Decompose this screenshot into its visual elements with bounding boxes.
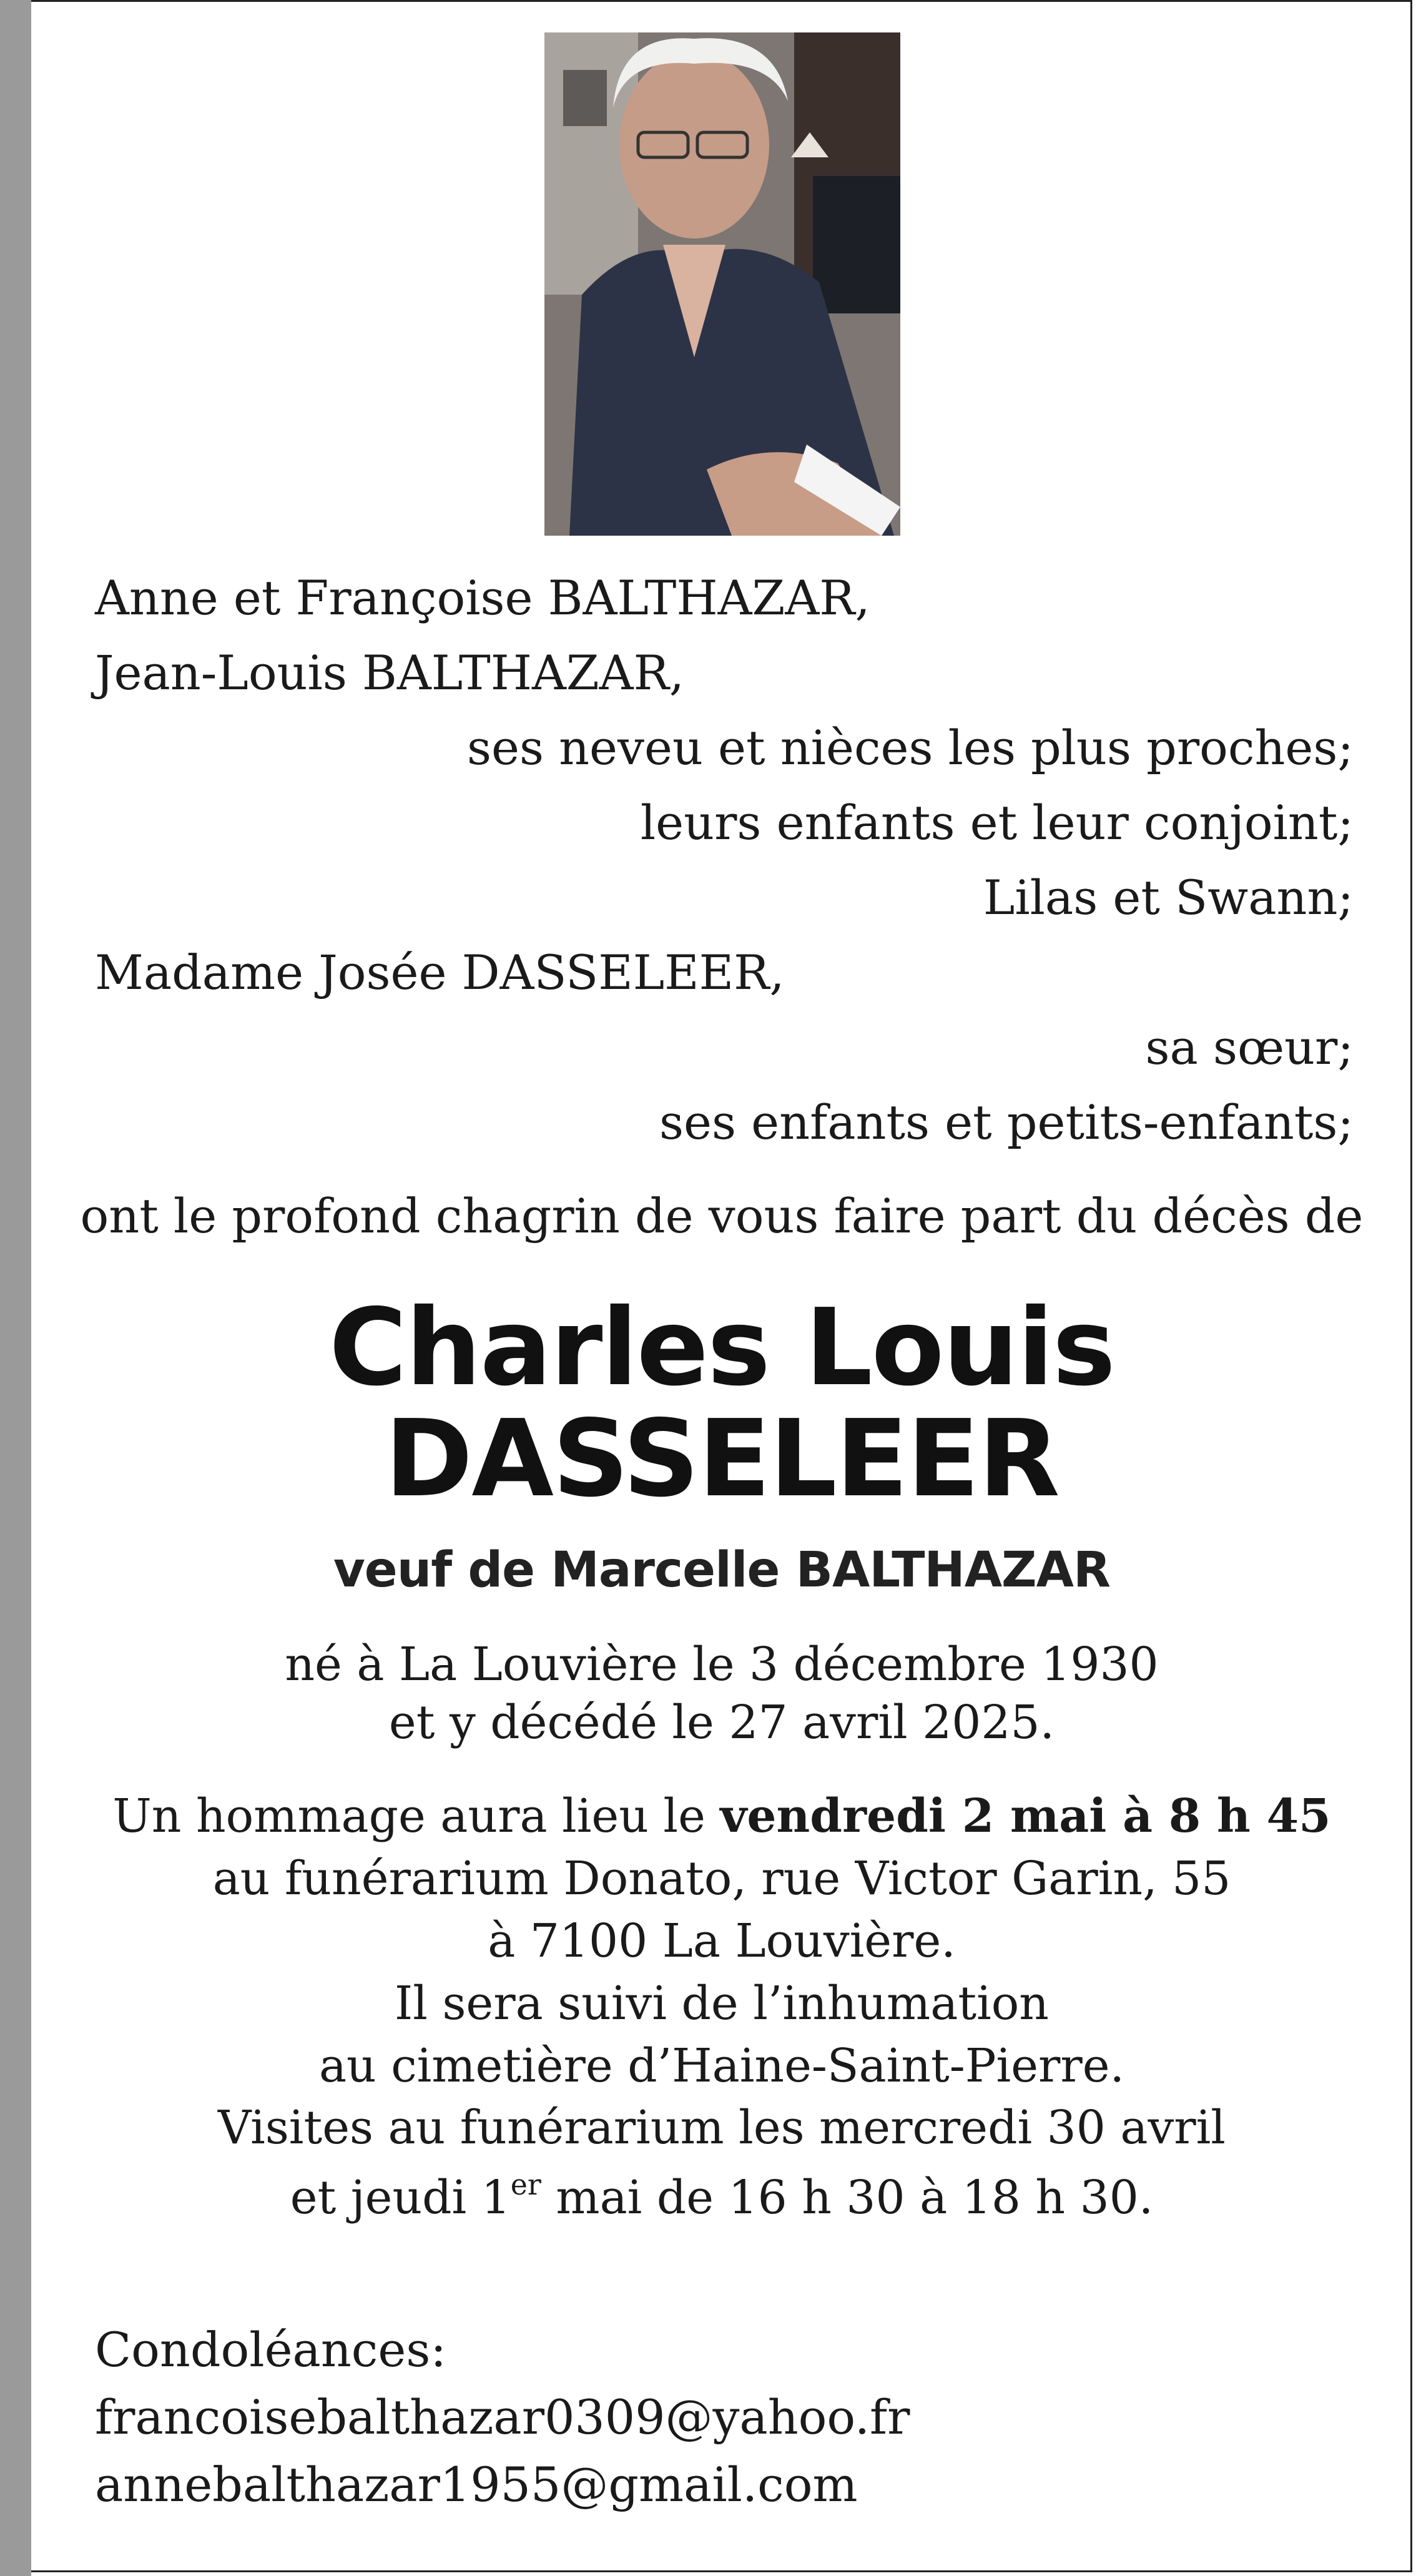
family-line-petits-enfants: ses enfants et petits-enfants; xyxy=(659,1094,1354,1150)
ceremony-datetime: vendredi 2 mai à 8 h 45 xyxy=(720,1789,1331,1843)
family-line-jean-louis: Jean-Louis BALTHAZAR, xyxy=(95,645,684,701)
announcement-line: ont le profond chagrin de vous faire part du décès de xyxy=(80,1188,1364,1244)
family-line-anne-francoise: Anne et Françoise BALTHAZAR, xyxy=(95,570,870,626)
ceremony-place-line1: au funérarium Donato, rue Victor Garin, 55 xyxy=(212,1851,1231,1905)
family-line-josee: Madame Josée DASSELEER, xyxy=(95,945,785,1000)
family-line-soeur: sa sœur; xyxy=(1145,1020,1354,1075)
condolence-email-anne[interactable]: annebalthazar1955@gmail.com xyxy=(95,2457,858,2512)
deceased-name-last: DASSELEER xyxy=(385,1397,1059,1521)
ceremony-place-line2: à 7100 La Louvière. xyxy=(488,1914,956,1968)
deceased-name-first: Charles Louis xyxy=(329,1286,1114,1410)
ceremony-intro-line xyxy=(31,1786,1412,1848)
ordinal-suffix: er xyxy=(510,2168,541,2202)
family-line-neveu-nieces: ses neveu et nièces les plus proches; xyxy=(466,720,1354,775)
condolence-email-francoise[interactable]: francoisebalthazar0309@yahoo.fr xyxy=(95,2389,910,2445)
left-margin-bar xyxy=(0,0,31,2576)
family-line-lilas-swann: Lilas et Swann; xyxy=(983,870,1354,925)
burial-line2: au cimetière d’Haine-Saint-Pierre. xyxy=(318,2038,1125,2093)
birth-line: né à La Louvière le 3 décembre 1930 xyxy=(285,1638,1159,1691)
visits-line1: Visites au funérarium les mercredi 30 avril xyxy=(218,2101,1226,2155)
family-line-enfants-conjoint: leurs enfants et leur conjoint; xyxy=(640,795,1354,850)
burial-line1: Il sera suivi de l’inhumation xyxy=(395,1976,1049,2030)
condolences-label: Condoléances: xyxy=(95,2322,446,2377)
visits-line2: et jeudi 1er mai de 16 h 30 à 18 h 30. xyxy=(290,2168,1154,2225)
death-line: et y décédé le 27 avril 2025. xyxy=(388,1695,1055,1749)
portrait-photo xyxy=(544,32,900,536)
birth-death-block xyxy=(31,1636,1412,1751)
ceremony-intro: Un hommage aura lieu le xyxy=(112,1789,720,1843)
ceremony-block xyxy=(31,1786,1412,2229)
widower-line: veuf de Marcelle BALTHAZAR xyxy=(333,1542,1111,1598)
